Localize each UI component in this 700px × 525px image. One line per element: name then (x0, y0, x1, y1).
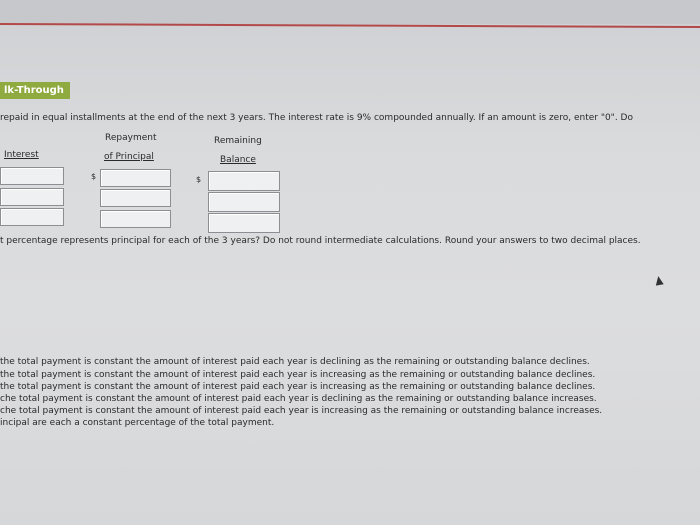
interest-header: Interest (4, 150, 39, 160)
answer-option[interactable]: the total payment is constant the amount of interest paid each year is increasing as the remaining or outstanding balance declines. (0, 382, 596, 392)
walk-through-tab[interactable]: lk-Through (0, 82, 70, 99)
balance-input-year-2[interactable] (208, 192, 280, 212)
interest-input-year-3[interactable] (0, 208, 64, 226)
dollar-sign: $ (91, 172, 97, 181)
dollar-sign: $ (196, 175, 202, 184)
answer-option[interactable]: the total payment is constant the amount of interest paid each year is increasing as the remaining or outstanding balance declines. (0, 370, 596, 380)
answer-option[interactable]: che total payment is constant the amount of interest paid each year is declining as the remaining or outstanding balance increases. (0, 394, 597, 404)
balance-input-year-1[interactable] (208, 171, 280, 191)
principal-input-year-1[interactable] (100, 169, 171, 187)
answer-option[interactable]: incipal are each a constant percentage of the total payment. (0, 418, 275, 428)
principal-input-year-3[interactable] (100, 210, 171, 228)
browser-top-area (0, 0, 700, 24)
interest-input-year-1[interactable] (0, 167, 64, 185)
balance-input-year-3[interactable] (208, 213, 280, 233)
remaining-header: Remaining (214, 136, 262, 146)
answer-option[interactable]: the total payment is constant the amount of interest paid each year is declining as the remaining or outstanding balance declines. (0, 357, 590, 367)
balance-header: Balance (220, 155, 256, 165)
question-text: t percentage represents principal for each of the 3 years? Do not round intermediate calculations. Round your answers to two decimal places. (0, 236, 641, 246)
principal-header: of Principal (104, 152, 154, 162)
answer-option[interactable]: che total payment is constant the amount of interest paid each year is increasing as the remaining or outstanding balance increases. (0, 406, 603, 416)
interest-input-year-2[interactable] (0, 188, 64, 206)
repayment-header: Repayment (105, 133, 157, 143)
problem-text: repaid in equal installments at the end of the next 3 years. The interest rate is 9% compounded annually. If an amount is zero, enter "0". Do (0, 113, 633, 123)
mouse-cursor-icon (654, 275, 663, 285)
principal-input-year-2[interactable] (100, 189, 171, 207)
